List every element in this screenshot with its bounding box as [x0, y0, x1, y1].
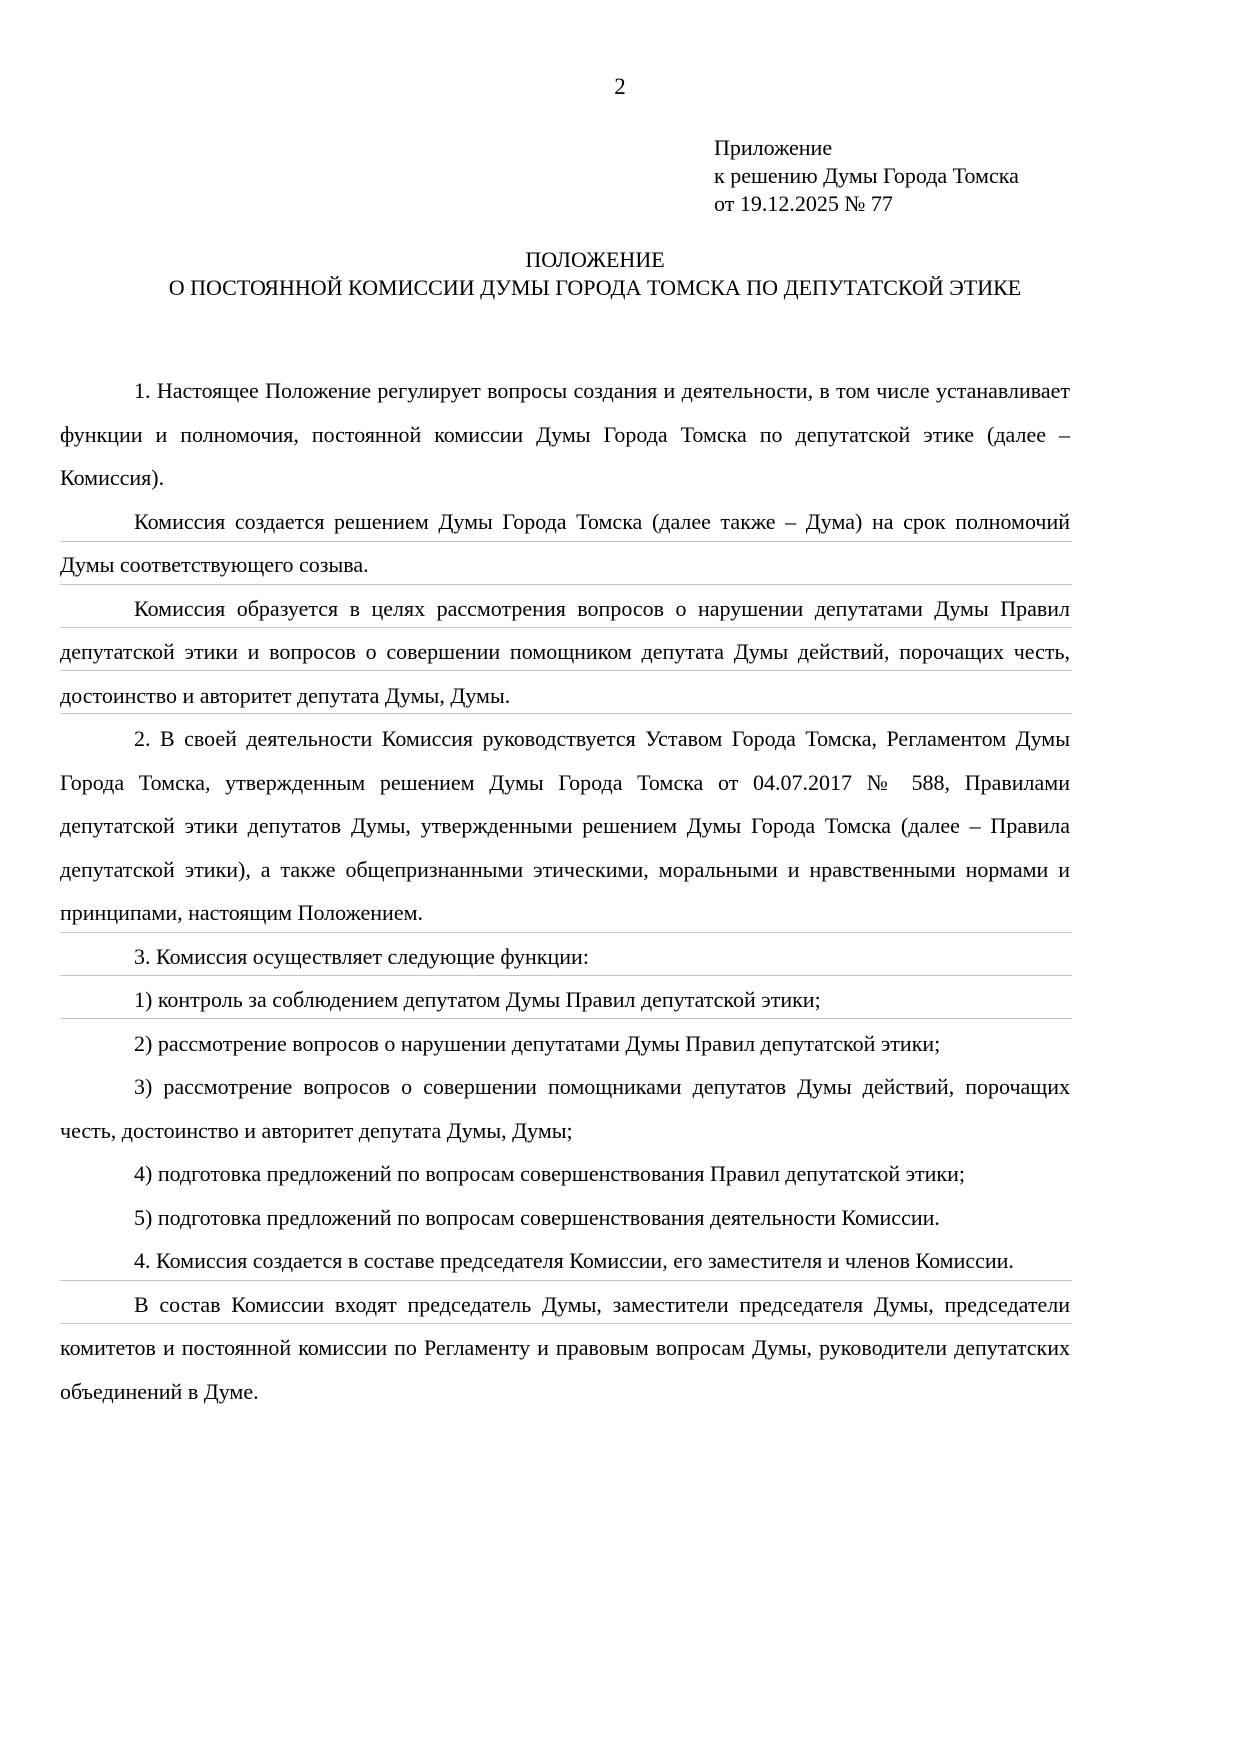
list-item: 2) рассмотрение вопросов о нарушении депутатами Думы Правил депутатской этики; — [134, 1030, 941, 1056]
paragraph: 2. В своей деятельности Комиссия руководствуется Уставом Города Томска, Регламентом Думы Города Томска, утвержденным решением Думы Города Томска от 04.07.2017 № 588, Правилами депутатской этики депутатов Думы, утвержденными решением Думы Города Томска (далее – Правила депутатской этики), а также общепризнанными этическими, моральными и нравственными нормами и принципами, настоящим Положением. — [60, 726, 1070, 925]
paragraph: В состав Комиссии входят председатель Думы, заместители председателя Думы, председатели комитетов и постоянной комиссии по Регламенту и правовым вопросам Думы, руководители депутатских объединений в Думе. — [60, 1291, 1070, 1404]
list-item: 5) подготовка предложений по вопросам совершенствования деятельности Комиссии. — [134, 1204, 940, 1230]
title-line-1: ПОЛОЖЕНИЕ — [525, 247, 665, 272]
appendix-line-1: Приложение — [714, 135, 833, 160]
list-item: 1) контроль за соблюдением депутатом Думы Правил депутатской этики; — [134, 987, 821, 1012]
list-item: 4) подготовка предложений по вопросам совершенствования Правил депутатской этики; — [134, 1161, 966, 1186]
appendix-line-2: к решению Думы Города Томска — [714, 163, 1019, 188]
paragraph: Комиссия образуется в целях рассмотрения вопросов о нарушении депутатами Думы Правил депутатской этики и вопросов о совершении помощником депутата Думы действий, порочащих честь, достоинство и авторитет депутата Думы, Думы. — [60, 595, 1070, 708]
document-body — [60, 369, 1070, 1413]
paragraph: 1. Настоящее Положение регулирует вопросы создания и деятельности, в том числе устанавливает функции и полномочия, постоянной комиссии Думы Города Томска по депутатской этике (далее – Комиссия). — [60, 378, 1070, 490]
paragraph: 3. Комиссия осуществляет следующие функции: — [134, 943, 589, 969]
list-item: 3) рассмотрение вопросов о совершении помощниками депутатов Думы действий, порочащих честь, достоинство и авторитет депутата Думы, Думы; — [60, 1074, 1070, 1143]
title-line-2: О ПОСТОЯННОЙ КОМИССИИ ДУМЫ ГОРОДА ТОМСКА ПО ДЕПУТАТСКОЙ ЭТИКЕ — [168, 275, 1022, 300]
document-title — [60, 246, 1130, 302]
page-number: 2 — [614, 74, 626, 99]
appendix-line-3: от 19.12.2025 № 77 — [714, 191, 893, 216]
paragraph: 4. Комиссия создается в составе председателя Комиссии, его заместителя и членов Комиссии. — [134, 1248, 1014, 1273]
paragraph: Комиссия создается решением Думы Города Томска (далее также – Дума) на срок полномочий Думы соответствующего созыва. — [60, 508, 1070, 577]
appendix-block — [714, 134, 1019, 218]
